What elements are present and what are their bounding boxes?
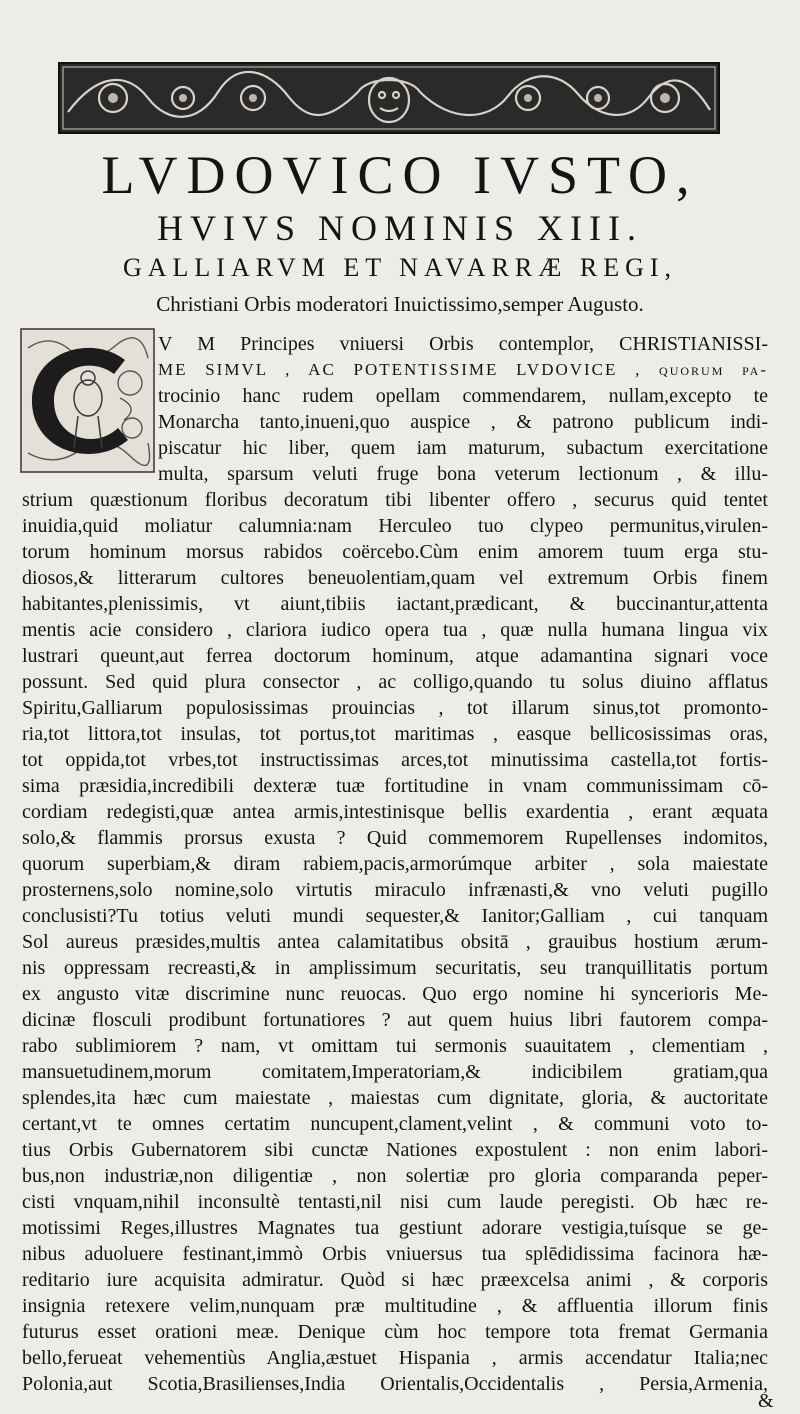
text-line: motissimi Reges,illustres Magnates tua gestiunt adorare vestigia,tuísque se ge- [22,1217,768,1239]
text-line: ria,tot littora,tot insulas, tot portus,tot maritimas , easque bellicosissimas oras, [22,723,768,745]
text-line: trocinio hanc rudem opellam commendarem, nullam,excepto te [158,385,768,407]
text-line: Monarcha tanto,inueni,quo auspice , & patrono publicum indi- [158,411,768,433]
text-line: bello,ferueat vehementiùs Anglia,æstuet Hispania , armis accendatur Italia;nec [22,1347,768,1369]
initial-letter-icon [20,328,155,473]
text-line: quorum superbiam,& diram rabiem,pacis,armorúmque arbiter , sola maiestate [22,853,768,875]
text-line: inuidia,quid moliatur calumnia:nam Herculeo tuo clypeo permunitus,virulen- [22,515,768,537]
floral-ornament-icon [58,62,720,134]
text-line: torum hominum morsus rabidos coërcebo.Cùm enim amorem tuum erga stu- [22,541,768,563]
dedication-title: LVDOVICO IVSTO, [101,145,699,205]
decorated-initial-c [20,328,155,473]
text-line: prosternens,solo nomine,solo virtutis miraculo infrænasti,& vno veluti pugillo [22,879,768,901]
text-line: ME SIMVL , AC POTENTISSIME LVDOVICE , quorum pa- [158,360,768,379]
text-line: insignia retexere velim,nunquam præ multitudine , & affluentia illorum finis [22,1295,768,1317]
text-line: cordiam redegisti,quæ antea armis,intestinisque bellis exardentia , erant æquata [22,801,768,823]
text-line: possunt. Sed quid plura consector , ac colligo,quando tu solus diuino afflatus [22,671,768,693]
text-line: mentis acie considero , clariora iudico opera tua , quæ nulla humana lingua vix [22,619,768,641]
text-line: strium quæstionum floribus decoratum tibi libenter offero , securus quid tentet [22,489,768,511]
text-line: Spiritu,Galliarum populosissimas prouincias , tot illarum sinus,tot promonto- [22,697,768,719]
text-line: solo,& flammis prorsus exusta ? Quid commemorem Rupellenses indomitos, [22,827,768,849]
text-line: rabo sublimiorem ? nam, vt omittam tui sermonis suauitatem , clementiam , [22,1035,768,1057]
catchword: & [758,1390,774,1412]
text-line: cisti vnquam,nihil inconsultè tentasti,nil nisi cum laude peregisti. Ob hæc re- [22,1191,768,1213]
text-line: tot oppida,tot vrbes,tot instructissimas arces,tot minutissima castella,tot fortis- [22,749,768,771]
text-line: diosos,& litterarum cultores beneuolentiam,quam vel extremum Orbis finem [22,567,768,589]
text-line: splendes,ita hæc cum maiestate , maiestas cum dignitate, gloria, & auctoritate [22,1087,768,1109]
text-line: sima præsidia,incredibili dexteræ tuæ fortitudine in vnam communissimam cō- [22,775,768,797]
text-line: mansuetudinem,morum comitatem,Imperatoriam,& indicibilem gratiam,qua [22,1061,768,1083]
text-line: reditario iure acquisita admiratur. Quòd si hæc præexcelsa animi , & corporis [22,1269,768,1291]
text-line: Sol aureus præsides,multis antea calamitatibus obsitā , grauibus hostium ærum- [22,931,768,953]
text-line: ex angusto vitæ discrimine nunc reuocas. Quo ergo nomine hi syncerioris Me- [22,983,768,1005]
text-line: Polonia,aut Scotia,Brasilienses,India Orientalis,Occidentalis , Persia,Armenia, [22,1373,768,1395]
dedication-epithet: Christiani Orbis moderatori Inuictissimo,semper Augusto. [156,292,644,316]
text-line: habitantes,plenissimis, vt aiunt,tibiis iactant,prædicant, & buccinantur,attenta [22,593,768,615]
text-line: tius Orbis Gubernatorem sibi cunctæ Nationes expostulent : non enim labori- [22,1139,768,1161]
text-line: bus,non industriæ,non diligentiæ , non solertiæ pro gloria comparanda peper- [22,1165,768,1187]
headpiece-ornament [58,62,720,134]
text-line: nis oppressam recreasti,& in amplissimum securitatis, seu tranquillitatis portum [22,957,768,979]
text-line: futurus esset orationi meæ. Denique cùm hoc tempore tota fremat Germania [22,1321,768,1343]
text-line: dicinæ flosculi prodibunt fortunatiores ? aut quem huius libri fautorem compa- [22,1009,768,1031]
dedication-subtitle: HVIVS NOMINIS XIII. [157,208,643,248]
text-line: piscatur hic liber, quem iam maturum, subactum exercitatione [158,437,768,459]
dedication-kingdoms: GALLIARVM ET NAVARRÆ REGI, [122,253,678,282]
text-line: multa, sparsum veluti fruge bona veterum lectionum , & illu- [158,463,768,485]
text-line: lustrari queunt,aut ferrea doctorum hominum, atque adamantina signari voce [22,645,768,667]
text-line: V M Principes vniuersi Orbis contemplor, CHRISTIANISSI- [158,333,768,355]
text-line: conclusisti?Tu totius veluti mundi sequester,& Ianitor;Galliam , cui tanquam [22,905,768,927]
text-line: certant,vt te omnes certatim nuncupent,clament,velint , & communi voto to- [22,1113,768,1135]
text-line: nibus aduoluere festinant,immò Orbis vniuersus tua splēdidissima facinora hæ- [22,1243,768,1265]
